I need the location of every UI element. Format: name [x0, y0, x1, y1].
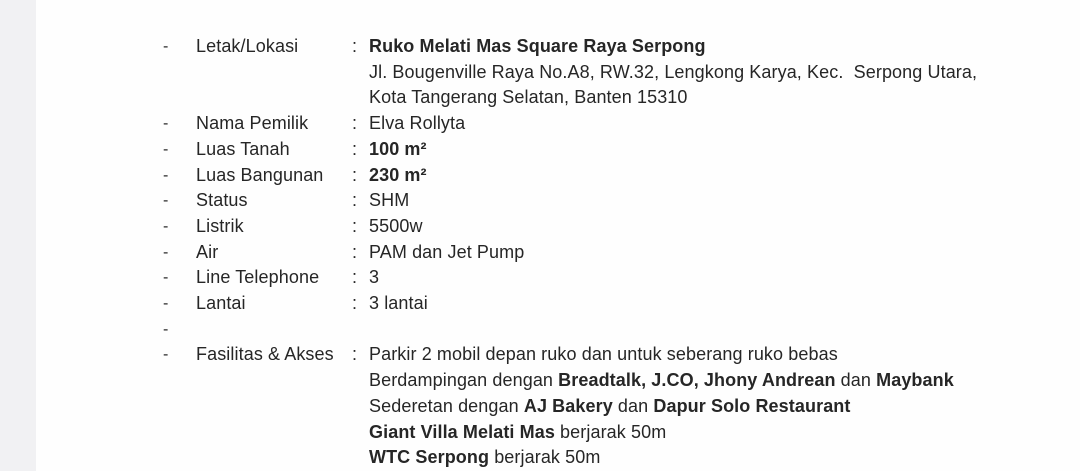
value-segment: Jl. Bougenville Raya No.A8, RW.32, Lengkong Karya, Kec. Serpong Utara,: [369, 61, 978, 82]
value-segment: SHM: [369, 190, 410, 211]
value-segment: WTC Serpong: [369, 447, 490, 468]
value-line: [369, 394, 1064, 420]
detail-value: [369, 291, 1064, 317]
detail-label: Nama Pemilik: [196, 113, 309, 134]
detail-value: [369, 214, 1064, 240]
value-segment: PAM dan Jet Pump: [369, 241, 525, 262]
bullet-dash: -: [163, 192, 169, 210]
value-line: [369, 163, 1064, 189]
detail-label: Status: [196, 190, 248, 211]
value-line: [369, 85, 1064, 111]
value-line: [369, 265, 1064, 291]
value-segment: Maybank: [876, 370, 954, 391]
detail-label: Luas Bangunan: [196, 164, 324, 185]
colon-separator: :: [352, 293, 358, 314]
value-segment: 3 lantai: [369, 293, 428, 314]
detail-row: [163, 240, 1064, 266]
detail-row: [163, 317, 1064, 343]
detail-row: [163, 291, 1064, 317]
bullet-dash: -: [163, 346, 169, 364]
detail-row: [163, 342, 1064, 471]
bullet-dash: -: [163, 38, 169, 55]
detail-value: [369, 265, 1064, 291]
value-segment: Dapur Solo Restaurant: [653, 395, 851, 416]
value-line: [369, 34, 1064, 60]
bullet-dash: -: [163, 140, 169, 158]
value-segment: 5500w: [369, 215, 423, 236]
value-line: [369, 445, 1064, 471]
colon-separator: :: [352, 138, 358, 159]
value-segment: dan: [835, 370, 877, 391]
detail-value: [369, 34, 1064, 111]
detail-row: [163, 188, 1064, 214]
value-segment: 100 m²: [369, 138, 427, 159]
colon-separator: :: [352, 241, 358, 262]
detail-label: Line Telephone: [196, 267, 320, 288]
colon-separator: :: [352, 215, 358, 236]
colon-separator: :: [352, 36, 358, 56]
value-line: [369, 240, 1064, 266]
detail-row: [163, 265, 1064, 291]
colon-separator: :: [352, 267, 358, 288]
detail-label: Listrik: [196, 215, 244, 236]
detail-value: [369, 137, 1064, 163]
value-segment: Berdampingan dengan: [369, 370, 559, 391]
value-line: [369, 188, 1064, 214]
value-line: [369, 368, 1064, 394]
value-segment: 230 m²: [369, 164, 427, 185]
bullet-dash: -: [163, 217, 169, 235]
detail-value: [369, 111, 1064, 137]
value-segment: Breadtalk, J.CO, Jhony Andrean: [558, 370, 836, 391]
colon-separator: :: [352, 344, 358, 365]
value-segment: Ruko Melati Mas Square Raya Serpong: [369, 36, 706, 56]
value-line: [369, 420, 1064, 446]
value-segment: Sederetan dengan: [369, 395, 524, 416]
value-line: [369, 291, 1064, 317]
detail-value: [369, 163, 1064, 189]
detail-row: [163, 111, 1064, 137]
detail-value: [369, 188, 1064, 214]
value-segment: Parkir 2 mobil depan ruko dan untuk seberang ruko bebas: [369, 344, 838, 365]
value-segment: AJ Bakery: [523, 395, 613, 416]
value-segment: Elva Rollyta: [369, 113, 466, 134]
bullet-dash: -: [163, 295, 169, 313]
detail-label: Air: [196, 241, 219, 262]
colon-separator: :: [352, 113, 358, 134]
detail-label: Fasilitas & Akses: [196, 344, 334, 365]
value-segment: dan: [612, 395, 654, 416]
detail-row: [163, 137, 1064, 163]
value-line: [369, 111, 1064, 137]
colon-separator: :: [352, 164, 358, 185]
detail-label: Letak/Lokasi: [196, 36, 299, 56]
detail-label: Lantai: [196, 293, 246, 314]
bullet-dash: -: [163, 269, 169, 287]
value-segment: Kota Tangerang Selatan, Banten 15310: [369, 87, 688, 108]
detail-label: Luas Tanah: [196, 138, 290, 159]
value-line: [369, 342, 1064, 368]
bullet-dash: -: [163, 320, 169, 338]
value-line: [369, 60, 1064, 86]
value-segment: berjarak 50m: [489, 447, 601, 468]
value-line: [369, 214, 1064, 240]
colon-separator: :: [352, 190, 358, 211]
value-segment: berjarak 50m: [554, 421, 667, 442]
value-segment: Giant Villa Melati Mas: [369, 421, 555, 442]
bullet-dash: -: [163, 115, 169, 133]
bullet-dash: -: [163, 166, 169, 184]
detail-value: [369, 240, 1064, 266]
detail-row: [163, 214, 1064, 240]
value-line: [369, 137, 1064, 163]
value-segment: 3: [369, 267, 380, 288]
bullet-dash: -: [163, 243, 169, 261]
detail-row: [163, 34, 1064, 111]
detail-row: [163, 163, 1064, 189]
detail-value: [369, 342, 1064, 471]
